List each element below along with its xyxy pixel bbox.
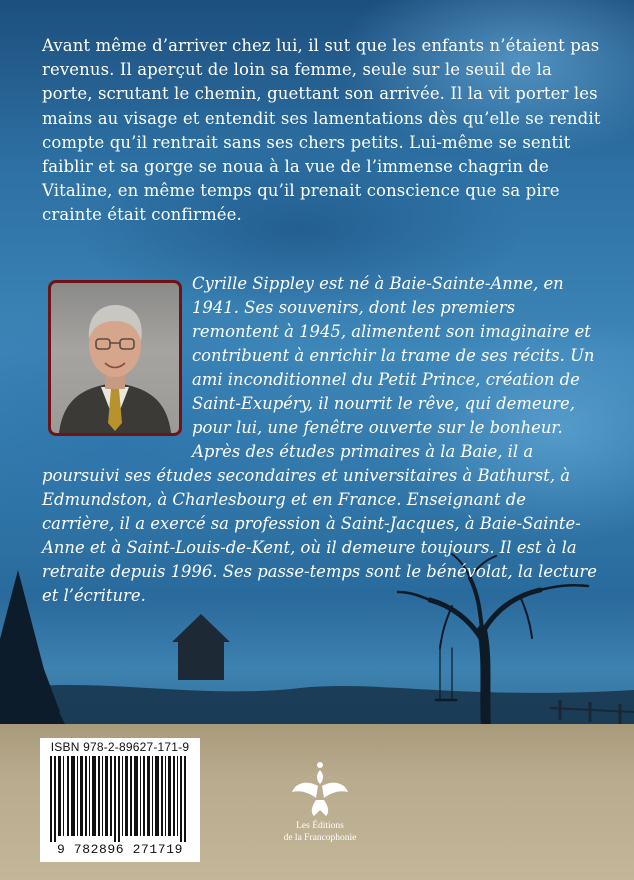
isbn-label: ISBN 978-2-89627-171-9 [50,740,190,754]
author-photo [48,280,182,436]
ean-number: 9 782896 271719 [56,842,184,857]
publisher-name-line1: Les Éditions [296,821,344,831]
barcode-bars [44,756,196,842]
isbn-barcode [40,738,200,862]
publisher-mark [250,760,390,870]
author-bio-text: Cyrille Sippley est né à Baie-Sainte-Anne, en 1941. Ses souvenirs, dont les premiers remontent à 1945, alimentent son imaginaire et contribuent à enrichir la trame de ses récits. Un ami inconditionnel du Petit Prince, création de Saint-Exupéry, il nourrit le rêve, qui demeure, pour lui, une fenêtre ouverte sur le bonheur. Après des études primaires à la Baie, il a poursuivi ses études secondaires et universitaires à Bathurst, à Edmundston, à Charlesbourg et en France. Enseignant de carrière, il a exercé sa profession à Saint-Jacques, à Baie-Sainte-Anne et à Saint-Louis-de-Kent, où il demeure toujours. Il est à la retraite depuis 1996. Ses passe-temps sont le bénévolat, la lecture et l’écriture. [42,274,597,605]
house-silhouette [172,614,230,680]
publisher-name [250,820,390,844]
publisher-bird-logo-icon [288,760,352,818]
publisher-name-line2: de la Francophonie [283,833,357,843]
back-cover-excerpt: Avant même d’arriver chez lui, il sut que les enfants n’étaient pas revenus. Il aperçut de loin sa femme, seule sur le seuil de la porte, scrutant le chemin, guettant son arrivée. Il la vit porter les mains au visage et entendit ses lamentations dès qu’elle se rendit compte qu’il rentrait sans ses chers petits. Lui-même se sentit faiblir et sa gorge se noua à la vue de l’immense chagrin de Vitaline, en même temps qu’il prenait conscience que sa pire crainte était confirmée. [42,36,601,225]
author-portrait [51,283,179,433]
